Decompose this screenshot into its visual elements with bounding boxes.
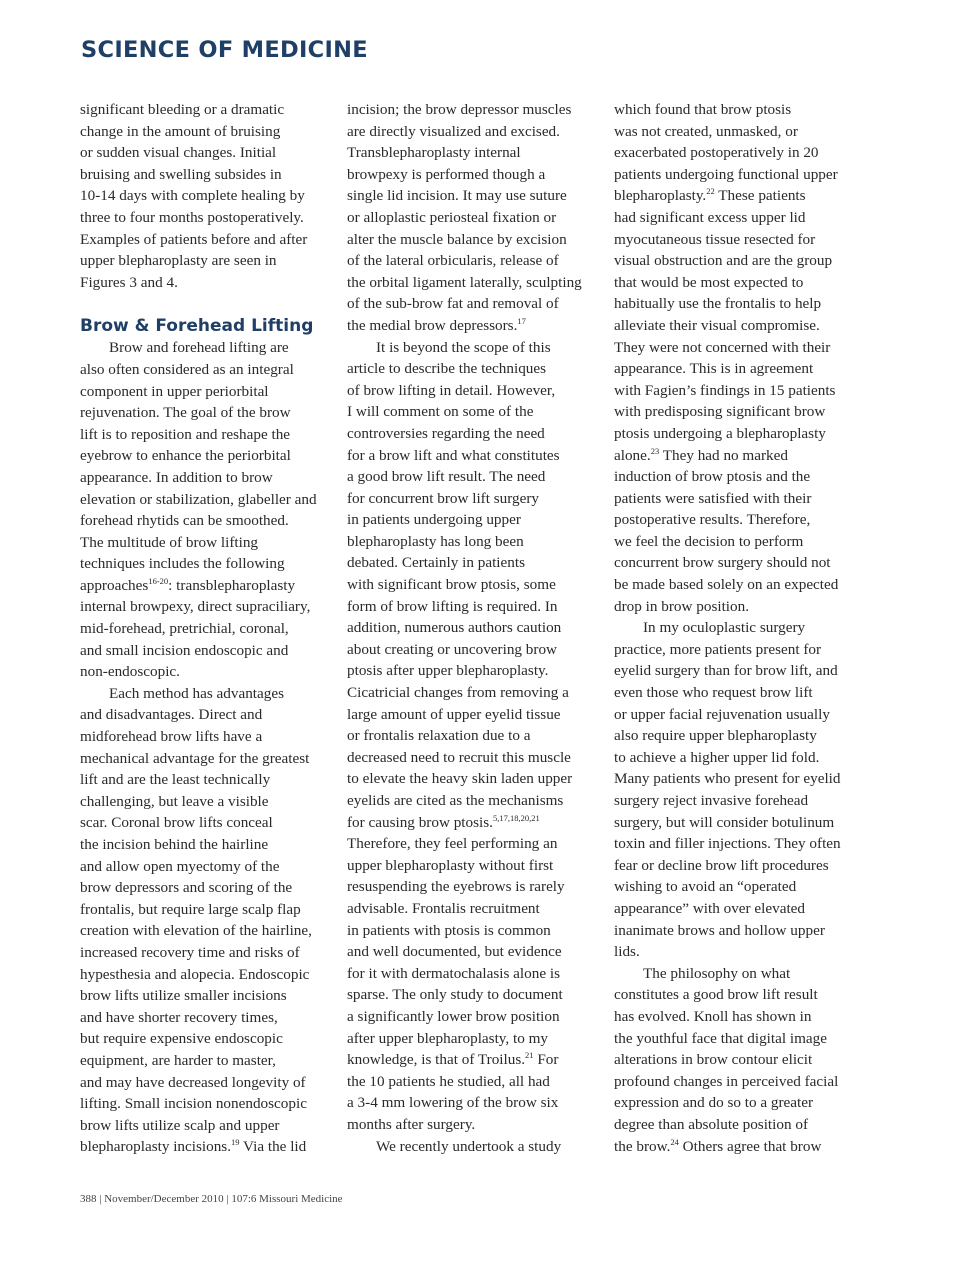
text-line: a significantly lower brow position bbox=[347, 1007, 560, 1025]
text-line: significant bleeding or a dramatic bbox=[80, 101, 285, 118]
text-line: forehead rhytids can be smoothed. bbox=[80, 512, 289, 530]
text-line: blepharoplasty has long been bbox=[347, 532, 524, 550]
text-line: a good brow lift result. The need bbox=[347, 468, 546, 486]
text-line bbox=[80, 1136, 342, 1158]
text-line: three to four months postoperatively. bbox=[80, 208, 304, 226]
text-line: single lid incision. It may use suture bbox=[347, 187, 567, 205]
text-line: concurrent brow surgery should not bbox=[614, 554, 831, 572]
text-line: to elevate the heavy skin laden upper bbox=[347, 770, 573, 788]
text-run: blepharoplasty incisions. bbox=[80, 1138, 232, 1156]
text-line: Brow and forehead lifting are bbox=[109, 339, 289, 357]
text-line: We recently undertook a study bbox=[376, 1137, 562, 1155]
text-line: internal browpexy, direct supraciliary, bbox=[80, 598, 311, 616]
text-line: In my oculoplastic surgery bbox=[643, 619, 806, 637]
text-line: of the lateral orbicularis, release of bbox=[347, 252, 559, 270]
text-line: even those who request brow lift bbox=[614, 684, 813, 702]
text-run: : transblepharoplasty bbox=[168, 576, 296, 594]
text-line: They were not concerned with their bbox=[614, 338, 831, 356]
text-line: lifting. Small incision nonendoscopic bbox=[80, 1095, 307, 1113]
text-column-1 bbox=[80, 99, 342, 1158]
text-line: had significant excess upper lid bbox=[614, 208, 806, 226]
text-line: surgery reject invasive forehead bbox=[614, 792, 809, 809]
text-run: Others agree that brow bbox=[678, 1137, 822, 1155]
text-line: advisable. Frontalis recruitment bbox=[347, 899, 540, 917]
text-line: techniques includes the following bbox=[80, 555, 285, 573]
citation-superscript: 21 bbox=[525, 1050, 534, 1061]
text-line: change in the amount of bruising bbox=[80, 122, 281, 140]
text-line: and small incision endoscopic and bbox=[80, 641, 289, 659]
text-line: myocutaneous tissue resected for bbox=[614, 230, 816, 248]
text-line: midforehead brow lifts have a bbox=[80, 728, 263, 746]
paragraph bbox=[614, 617, 876, 963]
text-line: Transblepharoplasty internal bbox=[347, 144, 521, 162]
text-run: for causing brow ptosis. bbox=[347, 813, 493, 831]
text-line: component in upper periorbital bbox=[80, 382, 269, 400]
citation-superscript: 24 bbox=[670, 1136, 679, 1147]
text-line: drop in brow position. bbox=[614, 597, 749, 615]
text-line: The philosophy on what bbox=[643, 964, 791, 982]
text-line: Cicatricial changes from removing a bbox=[347, 684, 569, 702]
text-line: ptosis undergoing a blepharoplasty bbox=[614, 424, 826, 442]
paragraph bbox=[347, 1136, 609, 1158]
text-line bbox=[347, 315, 609, 337]
text-line: non-endoscopic. bbox=[80, 663, 180, 681]
text-line: or sudden visual changes. Initial bbox=[80, 144, 277, 162]
text-line: large amount of upper eyelid tissue bbox=[347, 705, 561, 723]
text-line bbox=[614, 445, 876, 467]
text-line: browpexy is performed though a bbox=[347, 165, 546, 183]
text-line: hypesthesia and alopecia. Endoscopic bbox=[80, 965, 310, 983]
text-line: with predisposing significant brow bbox=[614, 403, 826, 421]
text-line: visual obstruction and are the group bbox=[614, 252, 833, 270]
text-line bbox=[347, 812, 609, 834]
text-line: elevation or stabilization, glabeller and bbox=[80, 490, 317, 508]
paragraph bbox=[614, 963, 876, 1157]
text-line: with Fagien’s findings in 15 patients bbox=[614, 381, 836, 399]
text-line: with significant brow ptosis, some bbox=[347, 576, 556, 594]
citation-superscript: 19 bbox=[231, 1137, 240, 1148]
text-line: in patients undergoing upper bbox=[347, 511, 521, 529]
text-line: toxin and filler injections. They often bbox=[614, 835, 841, 853]
text-line: I will comment on some of the bbox=[347, 403, 534, 421]
text-line: eyelids are cited as the mechanisms bbox=[347, 792, 564, 809]
text-line: mechanical advantage for the greatest bbox=[80, 749, 310, 767]
text-line: frontalis, but require large scalp flap bbox=[80, 900, 301, 918]
citation-superscript: 16-20 bbox=[148, 575, 169, 586]
text-line: postoperative results. Therefore, bbox=[614, 511, 811, 529]
text-line: a 3-4 mm lowering of the brow six bbox=[347, 1094, 559, 1112]
text-run: For bbox=[533, 1051, 559, 1069]
text-line: the orbital ligament laterally, sculpting bbox=[347, 273, 582, 291]
text-line: has evolved. Knoll has shown in bbox=[614, 1007, 812, 1025]
text-line: debated. Certainly in patients bbox=[347, 554, 525, 572]
text-line: form of brow lifting is required. In bbox=[347, 597, 558, 615]
text-run: blepharoplasty. bbox=[614, 187, 707, 205]
text-line: or upper facial rejuvenation usually bbox=[614, 705, 830, 723]
text-line: increased recovery time and risks of bbox=[80, 943, 300, 961]
text-column-3 bbox=[614, 99, 876, 1157]
text-line: alterations in brow contour elicit bbox=[614, 1051, 813, 1069]
text-line: Examples of patients before and after bbox=[80, 230, 308, 248]
text-run: the medial brow depressors. bbox=[347, 316, 518, 334]
citation-superscript: 23 bbox=[650, 445, 660, 456]
text-line: fear or decline brow lift procedures bbox=[614, 856, 829, 874]
text-line: to achieve a higher upper lid fold. bbox=[614, 748, 820, 766]
text-line: challenging, but leave a visible bbox=[80, 792, 269, 810]
paragraph bbox=[347, 99, 609, 337]
citation-superscript: 17 bbox=[517, 315, 526, 326]
text-line: article to describe the techniques bbox=[347, 360, 547, 378]
text-line bbox=[614, 185, 876, 207]
text-line: decreased need to recruit this muscle bbox=[347, 748, 571, 766]
text-line: Therefore, they feel performing an bbox=[347, 835, 558, 853]
text-line: for concurrent brow lift surgery bbox=[347, 489, 540, 507]
text-line: creation with elevation of the hairline, bbox=[80, 922, 312, 940]
text-line: expression and do so to a greater bbox=[614, 1094, 814, 1112]
text-line: we feel the decision to perform bbox=[614, 532, 804, 550]
text-line: the 10 patients he studied, all had bbox=[347, 1072, 550, 1090]
text-line: surgery, but will consider botulinum bbox=[614, 813, 835, 831]
text-line: mid-forehead, pretrichial, coronal, bbox=[80, 620, 289, 638]
text-line: Each method has advantages bbox=[109, 684, 285, 702]
text-run: Via the lid bbox=[239, 1138, 307, 1156]
text-line: lift is to reposition and reshape the bbox=[80, 425, 291, 443]
text-run: knowledge, is that of Troilus. bbox=[347, 1051, 526, 1069]
text-line: also require upper blepharoplasty bbox=[614, 727, 817, 745]
text-line: addition, numerous authors caution bbox=[347, 619, 562, 637]
text-run: approaches bbox=[80, 576, 149, 594]
text-line: or alloplastic periosteal fixation or bbox=[347, 208, 557, 226]
citation-superscript: 22 bbox=[706, 186, 715, 197]
text-line: of brow lifting in detail. However, bbox=[347, 381, 556, 399]
text-line: the incision behind the hairline bbox=[80, 836, 269, 853]
text-line: appearance. In addition to brow bbox=[80, 468, 273, 486]
text-line: lids. bbox=[614, 943, 640, 961]
text-line: inanimate brows and hollow upper bbox=[614, 921, 825, 939]
text-line: degree than absolute position of bbox=[614, 1115, 809, 1133]
text-line: alter the muscle balance by excision bbox=[347, 230, 567, 248]
text-line: and have shorter recovery times, bbox=[80, 1008, 278, 1026]
text-line: ptosis after upper blepharoplasty. bbox=[347, 662, 549, 680]
text-line: practice, more patients present for bbox=[614, 640, 822, 658]
text-line: are directly visualized and excised. bbox=[347, 122, 560, 140]
text-line: brow lifts utilize scalp and upper bbox=[80, 1116, 280, 1134]
text-line: It is beyond the scope of this bbox=[376, 338, 551, 356]
text-line: months after surgery. bbox=[347, 1115, 476, 1133]
text-line: appearance” with over elevated bbox=[614, 899, 805, 917]
text-line: sparse. The only study to document bbox=[347, 986, 563, 1004]
text-line: and disadvantages. Direct and bbox=[80, 706, 263, 724]
text-line: for it with dermatochalasis alone is bbox=[347, 964, 560, 982]
text-line: eyelid surgery than for brow lift, and bbox=[614, 662, 838, 680]
text-line: after upper blepharoplasty, to my bbox=[347, 1029, 549, 1047]
text-run: These patients bbox=[714, 187, 806, 205]
text-line: incision; the brow depressor muscles bbox=[347, 101, 572, 118]
text-column-2 bbox=[347, 99, 609, 1157]
text-line: which found that brow ptosis bbox=[614, 101, 792, 118]
text-line: patients were satisfied with their bbox=[614, 489, 812, 507]
text-line: Figures 3 and 4. bbox=[80, 273, 178, 291]
text-run: They had no marked bbox=[659, 446, 788, 464]
text-run: alone. bbox=[614, 446, 651, 464]
text-line: also often considered as an integral bbox=[80, 360, 294, 378]
text-line: exacerbated postoperatively in 20 bbox=[614, 144, 819, 162]
text-line: eyebrow to enhance the periorbital bbox=[80, 447, 291, 465]
text-line: or frontalis relaxation due to a bbox=[347, 727, 531, 745]
text-line: habitually use the frontalis to help bbox=[614, 295, 822, 313]
text-line bbox=[80, 575, 342, 597]
text-line: brow lifts utilize smaller incisions bbox=[80, 987, 287, 1005]
text-line: rejuvenation. The goal of the brow bbox=[80, 404, 291, 422]
paragraph bbox=[347, 337, 609, 1136]
text-line: and allow open myectomy of the bbox=[80, 857, 280, 875]
text-line: but require expensive endoscopic bbox=[80, 1030, 283, 1048]
text-line: Many patients who present for eyelid bbox=[614, 770, 841, 788]
text-line: scar. Coronal brow lifts conceal bbox=[80, 814, 273, 832]
text-line: The multitude of brow lifting bbox=[80, 533, 259, 551]
text-line: be made based solely on an expected bbox=[614, 576, 839, 594]
text-line: 10-14 days with complete healing by bbox=[80, 187, 305, 205]
text-line: constitutes a good brow lift result bbox=[614, 986, 818, 1004]
text-line: upper blepharoplasty are seen in bbox=[80, 252, 277, 270]
paragraph bbox=[80, 683, 342, 1158]
text-line: about creating or uncovering brow bbox=[347, 640, 558, 658]
text-line: patients undergoing functional upper bbox=[614, 165, 838, 183]
citation-superscript: 5,17,18,20,21 bbox=[492, 812, 540, 823]
paragraph bbox=[80, 99, 342, 293]
page-footer: 388 | November/December 2010 | 107:6 Missouri Medicine bbox=[80, 1193, 343, 1205]
text-line: in patients with ptosis is common bbox=[347, 921, 551, 939]
text-line: was not created, unmasked, or bbox=[614, 122, 798, 140]
subsection-heading: Brow & Forehead Lifting bbox=[80, 316, 314, 337]
paragraph bbox=[80, 337, 342, 683]
text-line: alleviate their visual compromise. bbox=[614, 316, 820, 334]
text-line: equipment, are harder to master, bbox=[80, 1051, 276, 1069]
text-line: resuspending the eyebrows is rarely bbox=[347, 878, 565, 896]
text-line bbox=[347, 1049, 609, 1071]
text-line: and well documented, but evidence bbox=[347, 943, 562, 961]
text-line: for a brow lift and what constitutes bbox=[347, 446, 560, 464]
text-line: profound changes in perceived facial bbox=[614, 1072, 839, 1090]
text-line: upper blepharoplasty without first bbox=[347, 856, 554, 874]
text-line: wishing to avoid an “operated bbox=[614, 878, 797, 896]
text-run: the brow. bbox=[614, 1137, 671, 1155]
paragraph bbox=[614, 99, 876, 617]
text-line bbox=[614, 1136, 876, 1158]
text-line: that would be most expected to bbox=[614, 273, 804, 291]
text-line: and may have decreased longevity of bbox=[80, 1073, 306, 1091]
text-line: bruising and swelling subsides in bbox=[80, 165, 282, 183]
text-line: of the sub-brow fat and removal of bbox=[347, 295, 559, 313]
text-line: brow depressors and scoring of the bbox=[80, 879, 293, 897]
text-line: controversies regarding the need bbox=[347, 424, 545, 442]
text-line: appearance. This is in agreement bbox=[614, 360, 814, 378]
text-line: lift and are the least technically bbox=[80, 771, 271, 789]
text-line: induction of brow ptosis and the bbox=[614, 468, 811, 486]
section-header: SCIENCE OF MEDICINE bbox=[81, 37, 368, 63]
text-line: the youthful face that digital image bbox=[614, 1029, 827, 1047]
